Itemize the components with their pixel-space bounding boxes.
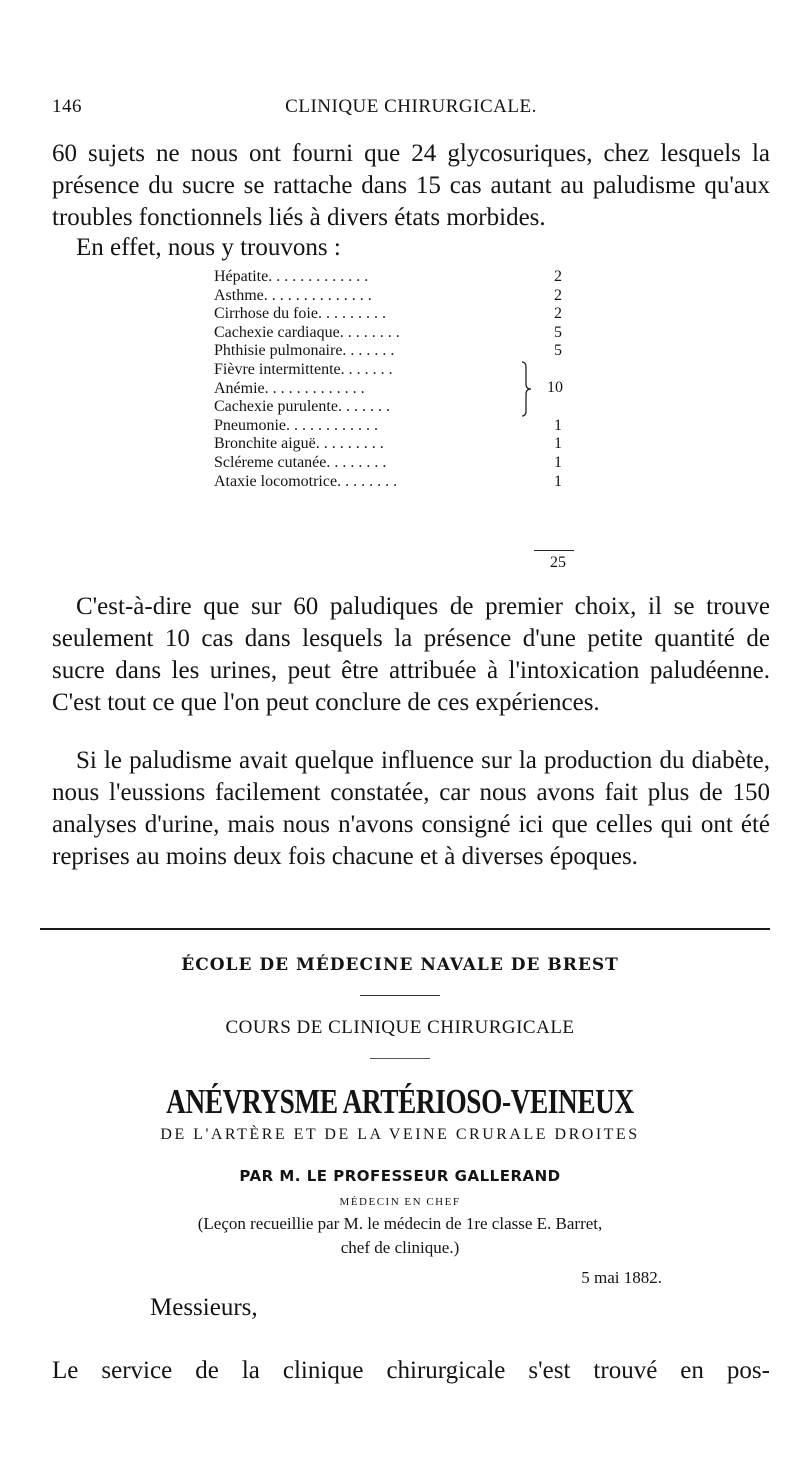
table-row: Hépatite. . . . . . . . . . . . . 2 bbox=[214, 268, 562, 285]
lecture-date: 5 mai 1882. bbox=[581, 1268, 662, 1287]
group-total: 10 bbox=[547, 378, 563, 396]
paragraph-analysis: Si le paludisme avait quelque influence sur la production du diabète, nous l'eussions facilement constatée, car nous avons fait plus de 150 analyses d'urine, mais nous n'avons consigné ici que celles qui ont été reprises au moins deux fois chacune et à diverses époques. bbox=[52, 747, 770, 870]
paragraph-intro: 60 sujets ne nous ont fourni que 24 glycosuriques, chez lesquels la présence du sucre se rattache dans 15 cas autant au paludisme qu'aux troubles fonctionnels liés à divers états morbides. bbox=[52, 140, 770, 231]
course-heading: COURS DE CLINIQUE CHIRURGICALE bbox=[225, 1017, 575, 1038]
table-row: Cachexie cardiaque. . . . . . . . 5 bbox=[214, 323, 562, 341]
table-row: Phthisie pulmonaire. . . . . . . 5 bbox=[214, 342, 562, 360]
grouped-rows bbox=[214, 361, 574, 417]
paragraph-lead-in: En effet, nous y trouvons : bbox=[76, 234, 341, 261]
editor-note: (Leçon recueillie par M. le médecin de 1re classe E. Barret, bbox=[197, 1214, 603, 1233]
brace-icon bbox=[520, 361, 532, 417]
salutation: Messieurs, bbox=[150, 1294, 258, 1321]
body-start-line: Le service de la clinique chirurgicale s'est trouvé en pos- bbox=[52, 1357, 770, 1384]
author-rank: MÉDECIN EN CHEF bbox=[339, 1196, 461, 1208]
article-title: ANÉVRYSME ARTÉRIOSO-VEINEUX bbox=[166, 1082, 634, 1121]
editor-note-cont: chef de clinique.) bbox=[340, 1238, 460, 1257]
table-row: Fièvre intermittente. . . . . . . bbox=[214, 360, 393, 378]
running-header bbox=[52, 96, 770, 124]
table-row: Scléreme cutanée. . . . . . . . 1 bbox=[214, 453, 562, 471]
table-row: Ataxie locomotrice. . . . . . . . 1 bbox=[214, 472, 562, 490]
short-divider bbox=[370, 1058, 430, 1059]
table-row: Pneumonie. . . . . . . . . . . . 1 bbox=[214, 416, 562, 434]
total-rule bbox=[534, 550, 574, 551]
article-subtitle: DE L'ARTÈRE ET DE LA VEINE CRURALE DROITES bbox=[160, 1126, 640, 1143]
paragraph-conclusion: C'est-à-dire que sur 60 paludiques de premier choix, il se trouve seulement 10 cas dans lesquels la présence d'une petite quantité de sucre dans les urines, peut être attribuée à l'intoxication paludéenne. C'est tout ce que l'on peut conclure de ces expériences. bbox=[52, 593, 770, 716]
diagnosis-table bbox=[214, 268, 574, 571]
table-total: 25 bbox=[550, 554, 566, 571]
section-divider bbox=[40, 928, 770, 930]
table-row: Cachexie purulente. . . . . . . bbox=[214, 398, 390, 416]
table-row: Anémie. . . . . . . . . . . . . bbox=[214, 379, 365, 397]
author-line: PAR M. LE PROFESSEUR GALLERAND bbox=[239, 1167, 561, 1185]
table-row: Cirrhose du foie. . . . . . . . . 2 bbox=[214, 305, 562, 323]
table-row: Asthme. . . . . . . . . . . . . . 2 bbox=[214, 286, 562, 304]
running-title: CLINIQUE CHIRURGICALE. bbox=[285, 96, 537, 117]
table-row: Bronchite aiguë. . . . . . . . . 1 bbox=[214, 435, 562, 453]
school-heading: ÉCOLE DE MÉDECINE NAVALE DE BREST bbox=[181, 955, 619, 975]
short-divider bbox=[360, 995, 440, 996]
page-number: 146 bbox=[52, 96, 82, 117]
